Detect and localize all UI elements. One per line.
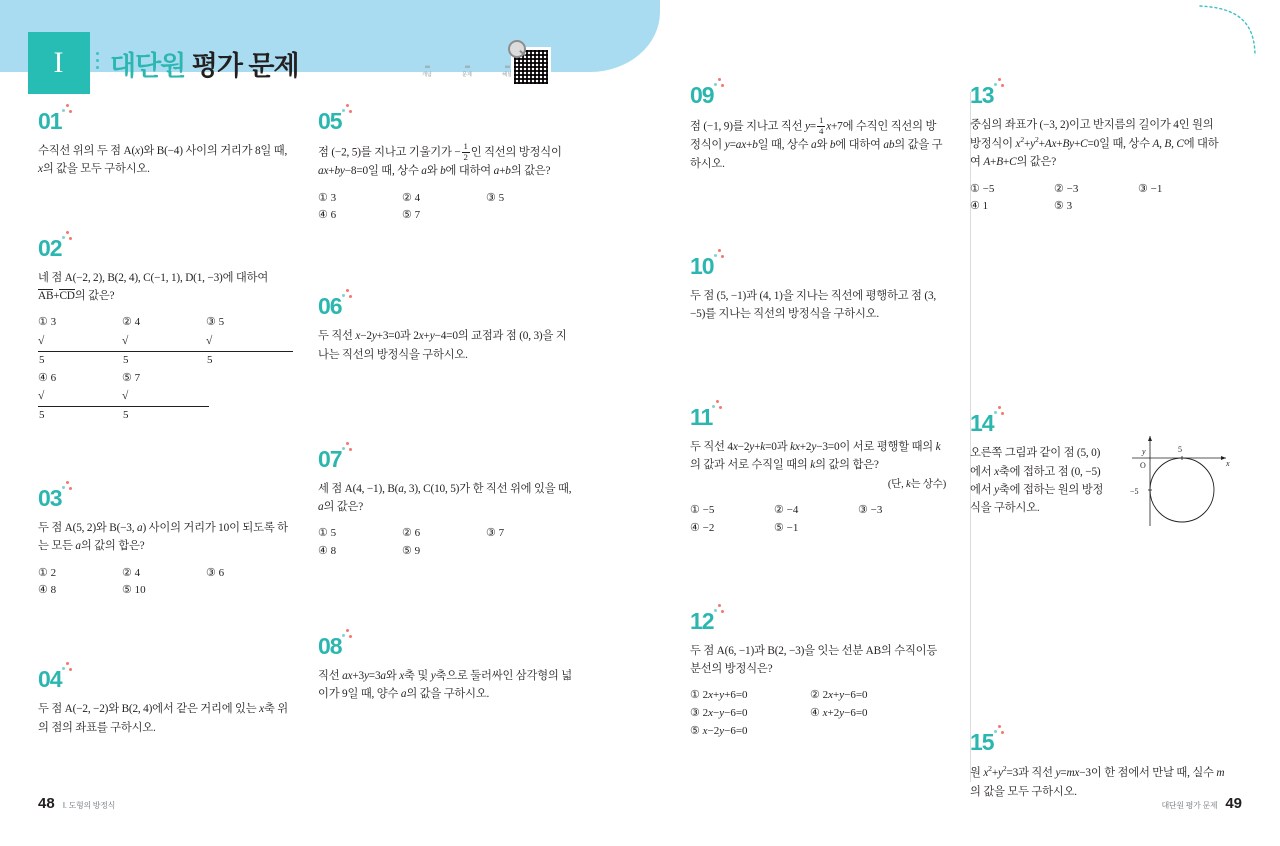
problem-text: 두 점 (5, −1)과 (4, 1)을 지나는 직선에 평행하고 점 (3, −5)를 지나는 직선의 방정식을 구하시오.: [690, 289, 937, 321]
choice-item[interactable]: ⑤ 7: [402, 209, 421, 222]
sparkle-icon: [62, 662, 74, 674]
column-2: [318, 110, 574, 710]
choice-item[interactable]: ④ 6√5: [38, 370, 122, 425]
sparkle-icon: [714, 249, 726, 261]
choice-item[interactable]: ② 4√5: [122, 314, 206, 369]
problem-12: [690, 607, 946, 741]
choice-list[interactable]: [318, 525, 574, 561]
problem-number: 06: [318, 295, 342, 318]
choice-item[interactable]: ① 3: [318, 191, 337, 204]
choice-item[interactable]: ② 4: [122, 566, 141, 579]
page-title: [110, 44, 299, 83]
blocks-icon: ▪▪: [504, 62, 510, 73]
choice-item[interactable]: ④ 1: [970, 200, 989, 213]
problem-number: 02: [38, 237, 62, 260]
problem-text: 네 점 A(−2, 2), B(2, 4), C(−1, 1), D(1, −3)에 대하여 AB+CD의 값은?: [38, 271, 269, 302]
choice-row: [970, 181, 1226, 199]
problem-number: 15: [970, 731, 994, 754]
sparkle-icon: [62, 104, 74, 116]
blocks-icon: ▪▪: [424, 62, 430, 73]
problem-number: 01: [38, 110, 62, 133]
problem-text: 세 점 A(4, −1), B(a, 3), C(10, 5)가 한 직선 위에 있을 때, a의 값은?: [318, 482, 572, 514]
choice-item[interactable]: ① 2x+y+6=0: [690, 689, 748, 702]
problem-08: [318, 635, 574, 704]
problem-text: 중심의 좌표가 (−3, 2)이고 반지름의 길이가 4인 원의 방정식이 $x^2+y^2+Ax+By+C=0$일 때, 상수 A, B, C에 대하여 A+B+C의 값은?: [970, 119, 1219, 169]
sparkle-icon: [714, 78, 726, 90]
problem-text: 두 점 A(6, −1)과 B(2, −3)을 잇는 선분 AB의 수직이등분선의 방정식은?: [690, 644, 938, 676]
choice-item[interactable]: ② −4: [774, 504, 799, 517]
choice-row: [690, 687, 946, 705]
problem-10: [690, 252, 946, 324]
problem-number: 03: [38, 487, 62, 510]
choice-row: [690, 723, 946, 741]
media-icon-1[interactable]: [418, 62, 436, 79]
sparkle-icon: [342, 629, 354, 641]
problem-text: 오른쪽 그림과 같이 점 (5, 0)에서 x축에 접하고 점 (0, −5)에서 y축에 접하는 원의 방정식을 구하시오.: [970, 447, 1104, 515]
sparkle-icon: [342, 104, 354, 116]
sparkle-icon: [62, 481, 74, 493]
sparkle-icon: [994, 78, 1006, 90]
problem-02: [38, 234, 294, 425]
problem-07: [318, 445, 574, 561]
column-4: [970, 82, 1230, 807]
column-3: [690, 84, 946, 747]
choice-list[interactable]: [318, 190, 574, 226]
problem-note: (단, k는 상수): [887, 479, 946, 491]
page-number-right: 49: [1225, 795, 1242, 812]
magnifier-icon: [508, 40, 526, 58]
choice-row: [38, 582, 294, 600]
problem-13: [970, 84, 1226, 216]
problem-text: 두 직선 4x−2y+k=0과 kx+2y−3=0이 서로 평행할 때의 k의 값과 서로 수직일 때의 k의 값의 합은?: [690, 440, 941, 471]
problem-number: 08: [318, 635, 342, 658]
choice-row: [38, 314, 294, 369]
choice-row: [318, 190, 574, 208]
problem-number: 10: [690, 255, 714, 278]
problem-06: [318, 295, 574, 364]
media-icon-2[interactable]: [458, 62, 476, 79]
choice-item[interactable]: ③ −3: [858, 504, 883, 517]
choice-item[interactable]: ⑤ 9: [402, 545, 421, 558]
footer-chapter-right: 대단원 평가 문제: [1161, 801, 1218, 810]
problem-11: [690, 403, 946, 538]
media-icon-3-label: 해설: [502, 73, 512, 78]
choice-item[interactable]: ① 5: [318, 527, 337, 540]
page-title-rest: 평가 문제: [185, 51, 299, 81]
problem-14: [970, 410, 1230, 517]
problem-number: 13: [970, 84, 994, 107]
choice-item[interactable]: ② 2x+y−6=0: [810, 689, 868, 702]
choice-item[interactable]: ⑤ 3: [1054, 200, 1073, 213]
choice-item[interactable]: ④ x+2y−6=0: [810, 707, 868, 720]
choice-list[interactable]: [38, 565, 294, 601]
choice-item[interactable]: ③ 2x−y−6=0: [690, 707, 748, 720]
svg-text:x: x: [1226, 459, 1230, 469]
problem-text: 두 직선 x−2y+3=0과 2x+y−4=0의 교점과 점 (0, 3)을 지나는 직선의 방정식을 구하시오.: [318, 330, 567, 361]
unit-badge: [28, 32, 90, 94]
page-number-left: 48: [38, 795, 55, 812]
choice-list[interactable]: [38, 314, 294, 425]
footer-chapter-left: Ⅰ. 도형의 방정식: [62, 801, 116, 810]
choice-list[interactable]: [970, 181, 1226, 217]
column-1: [38, 110, 294, 743]
blocks-icon: ▪▪: [464, 62, 470, 73]
problem-text: 점 (−1, 9)를 지나고 직선 y= $\frac{1}{4}$ x+7에 수직인 직선의 방정식이 y=ax+b일 때, 상수 a와 b에 대하여 ab의 값을 구하시오.: [690, 115, 943, 170]
problem-09: [690, 84, 946, 173]
choice-list[interactable]: [690, 502, 946, 538]
choice-row: [38, 565, 294, 583]
choice-item[interactable]: ⑤ 10: [122, 584, 146, 597]
problem-text: 직선 ax+3y=3a와 x축 및 y축으로 둘러싸인 삼각형의 넓이가 9일 때, 양수 a의 값을 구하시오.: [318, 670, 572, 701]
choice-item[interactable]: ③ 5: [486, 191, 505, 204]
choice-item[interactable]: ④ 6: [318, 209, 337, 222]
problem-number: 04: [38, 668, 62, 691]
problem-05: [318, 110, 574, 225]
problem-number: 07: [318, 448, 342, 471]
choice-item[interactable]: ② −3: [1054, 182, 1079, 195]
sparkle-icon: [714, 604, 726, 616]
svg-text:−5: −5: [1130, 487, 1139, 497]
svg-text:O: O: [1140, 461, 1146, 471]
choice-item[interactable]: ③ −1: [1138, 182, 1163, 195]
choice-item[interactable]: ③ 6: [206, 566, 225, 579]
sparkle-icon: [342, 442, 354, 454]
page-title-highlight: 대단원: [110, 51, 186, 81]
choice-item[interactable]: ④ −2: [690, 521, 715, 534]
choice-row: [38, 370, 294, 425]
choice-item[interactable]: ③ 7: [486, 527, 505, 540]
media-icon-2-label: 문제: [462, 73, 472, 78]
sparkle-icon: [712, 400, 724, 412]
unit-label: I: [53, 46, 65, 79]
header-dots-decoration: [96, 52, 99, 69]
choice-item[interactable]: ⑤ −1: [774, 521, 799, 534]
header-banner: [0, 0, 660, 72]
choice-item[interactable]: ④ 8: [318, 545, 337, 558]
choice-item[interactable]: ① 3√5: [38, 314, 122, 369]
sparkle-icon: [994, 406, 1006, 418]
circle-tangent-axes-figure: [1122, 430, 1234, 530]
problem-01: [38, 110, 294, 179]
choice-item[interactable]: ④ 8: [38, 584, 57, 597]
problem-15: [970, 731, 1226, 800]
sparkle-icon: [62, 231, 74, 243]
sparkle-icon: [994, 725, 1006, 737]
footer-left: [38, 795, 115, 812]
choice-row: [318, 525, 574, 543]
svg-text:5: 5: [1178, 445, 1182, 455]
choice-item[interactable]: ① −5: [970, 182, 995, 195]
svg-text:y: y: [1142, 447, 1146, 457]
choice-item[interactable]: ① 2: [38, 566, 57, 579]
choice-row: [318, 207, 574, 225]
media-icon-1-label: 개념: [422, 73, 432, 78]
choice-list[interactable]: [690, 687, 946, 740]
problem-number: 14: [970, 412, 994, 435]
choice-row: [690, 502, 946, 520]
problem-number: 05: [318, 110, 342, 133]
problem-number: 09: [690, 84, 714, 107]
sparkle-icon: [342, 289, 354, 301]
choice-item[interactable]: ② 4: [402, 191, 421, 204]
problem-04: [38, 668, 294, 737]
problem-text: 점 (−2, 5)를 지나고 기울기가 − $\frac{1}{2}$ 인 직선의 방정식이 ax+by−8=0일 때, 상수 a와 b에 대하여 a+b의 값은?: [318, 141, 562, 178]
choice-item[interactable]: ⑤ 7√5: [122, 370, 206, 425]
problem-text: 두 점 A(−2, −2)와 B(2, 4)에서 같은 거리에 있는 x축 위의 점의 좌표를 구하시오.: [38, 703, 288, 734]
choice-item[interactable]: ① −5: [690, 504, 715, 517]
problem-text: 수직선 위의 두 점 A(x)와 B(−4) 사이의 거리가 8일 때, x의 값을 모두 구하시오.: [38, 145, 288, 176]
choice-row: [970, 198, 1226, 216]
choice-row: [690, 705, 946, 723]
problem-number: 11: [690, 406, 712, 429]
problem-03: [38, 487, 294, 600]
choice-row: [318, 543, 574, 561]
choice-row: [690, 520, 946, 538]
media-icons-group: [418, 62, 516, 79]
problem-number: 12: [690, 610, 714, 633]
problem-text: 두 점 A(5, 2)와 B(−3, a) 사이의 거리가 10이 되도록 하는 모든 a의 값의 합은?: [38, 522, 288, 553]
problem-text: 원 $x^2+y^2=3$과 직선 y=mx−3이 한 점에서 만날 때, 실수 m의 값을 모두 구하시오.: [970, 764, 1225, 798]
choice-item[interactable]: ② 6: [402, 527, 421, 540]
choice-item[interactable]: ③ 5√5: [206, 314, 290, 369]
dotted-arc-decoration: [1198, 4, 1258, 56]
choice-item[interactable]: ⑤ x−2y−6=0: [690, 725, 748, 737]
footer-right: [1161, 795, 1242, 812]
